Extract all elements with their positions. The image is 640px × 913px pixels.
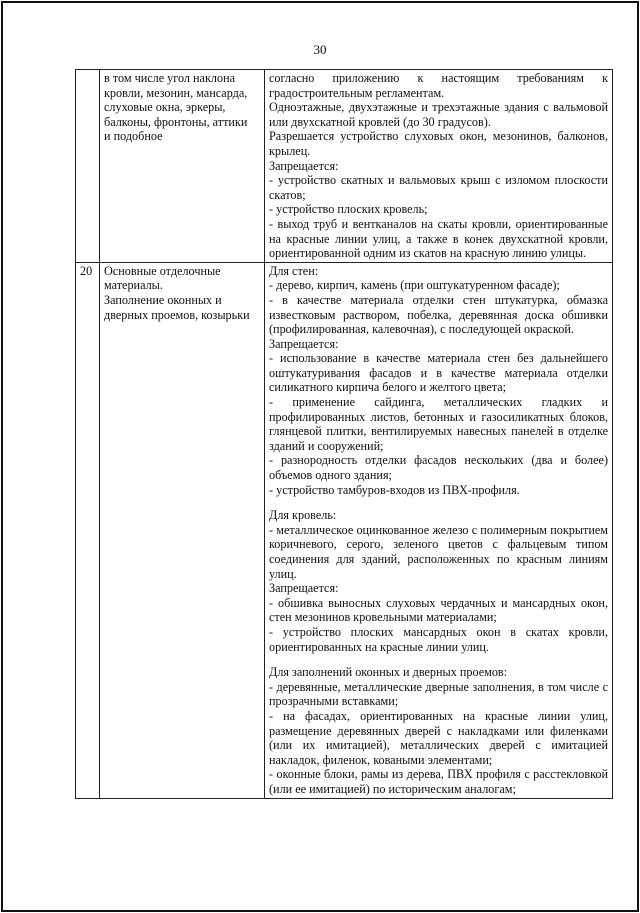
paragraph: Разрешается устройство слуховых окон, мезонинов, балконов, крылец. bbox=[269, 129, 608, 158]
row-number bbox=[76, 70, 100, 263]
row-requirements bbox=[265, 70, 613, 263]
paragraph: - разнородность отделки фасадов нескольких (два и более) объемов одного здания; bbox=[269, 453, 608, 483]
paragraph: - устройство плоских мансардных окон в скатах кровли, ориентированных на красные линии улиц. bbox=[269, 624, 608, 654]
title-line: дверных проемов, козырьки bbox=[104, 307, 250, 322]
title-line: слуховые окна, эркеры, bbox=[104, 100, 226, 115]
paragraph: Для заполнений оконных и дверных проемов: bbox=[269, 665, 508, 680]
paragraph: Запрещается: bbox=[269, 336, 339, 351]
paragraph: - дерево, кирпич, камень (при оштукатуренном фасаде); bbox=[269, 278, 560, 293]
paragraph: - обшивка выносных слуховых чердачных и мансардных окон, стен мезонинов кровельными материалами; bbox=[269, 595, 608, 625]
paragraph: - устройство скатных и вальмовых крыш с изломом плоскости скатов; bbox=[269, 173, 608, 202]
paragraph: - устройство плоских кровель; bbox=[269, 202, 428, 217]
title-line: Заполнение оконных и bbox=[104, 292, 222, 307]
row-title bbox=[100, 262, 265, 798]
paragraph: согласно приложению к настоящим требованиям к градостроительным регламентам. bbox=[269, 71, 608, 100]
title-line: балконы, фронтоны, аттики bbox=[104, 114, 248, 129]
paragraph: Одноэтажные, двухэтажные и трехэтажные здания с вальмовой или двухскатной кровлей (до 30 градусов). bbox=[269, 100, 608, 129]
requirements-table bbox=[75, 69, 613, 799]
title-line: в том числе угол наклона bbox=[104, 71, 235, 85]
row-title bbox=[100, 70, 265, 263]
title-line: кровли, мезонин, мансарда, bbox=[104, 85, 248, 100]
table-row bbox=[76, 262, 613, 798]
paragraph: - оконные блоки, рамы из дерева, ПВХ профиля с расстекловкой (или ее имитацией) по историческим аналогам; bbox=[269, 767, 608, 796]
paragraph: Для стен: bbox=[269, 263, 319, 278]
table-row bbox=[76, 70, 613, 263]
section-gap bbox=[269, 497, 608, 508]
paragraph: - металлическое оцинкованное железо с полимерным покрытием коричневого, серого, зеленого цветов с фальцевым типом соединения для зданий, расположенных по красным линиям улиц. bbox=[269, 522, 608, 581]
paragraph: - устройство тамбуров-входов из ПВХ-профиля. bbox=[269, 482, 520, 497]
paragraph: Для кровель: bbox=[269, 508, 337, 523]
paragraph: - деревянные, металлические дверные заполнения, в том числе с прозрачными вставками; bbox=[269, 679, 608, 709]
paragraph: - на фасадах, ориентированных на красные линии улиц, размещение деревянных дверей с накладками или филенками (или их имитацией), металлических дверей с имитацией накладок, филенок, коваными элементами; bbox=[269, 708, 608, 767]
page-number: 30 bbox=[313, 42, 327, 57]
paragraph: - в качестве материала отделки стен штукатурка, обмазка известковым раствором, побелка, деревянная доска обшивки (профилированная, калевочная), с последующей окраской. bbox=[269, 292, 608, 337]
paragraph: - применение сайдинга, металлических гладких и профилированных листов, бетонных и газосиликатных блоков, глянцевой плитки, вентилируемых навесных панелей в отделке зданий и сооружений; bbox=[269, 395, 608, 453]
paragraph: - выход труб и вентканалов на скаты кровли, ориентированные на красные линии улиц, а также в конек двухскатной кровли, ориентированной одним из скатов на красную линию улицы. bbox=[269, 216, 608, 261]
paragraph: Запрещается: bbox=[269, 581, 339, 596]
paragraph: Запрещается: bbox=[269, 158, 339, 173]
title-line: и подобное bbox=[104, 129, 163, 144]
row-number: 20 bbox=[76, 262, 100, 798]
title-line: материалы. bbox=[104, 278, 163, 293]
row-requirements bbox=[265, 262, 613, 798]
paragraph: - использование в качестве материала стен без дальнейшего оштукатуривания фасадов и в качестве материала отделки силикатного кирпича белого и желтого цвета; bbox=[269, 351, 608, 395]
section-gap bbox=[269, 654, 608, 665]
title-line: Основные отделочные bbox=[104, 263, 221, 278]
